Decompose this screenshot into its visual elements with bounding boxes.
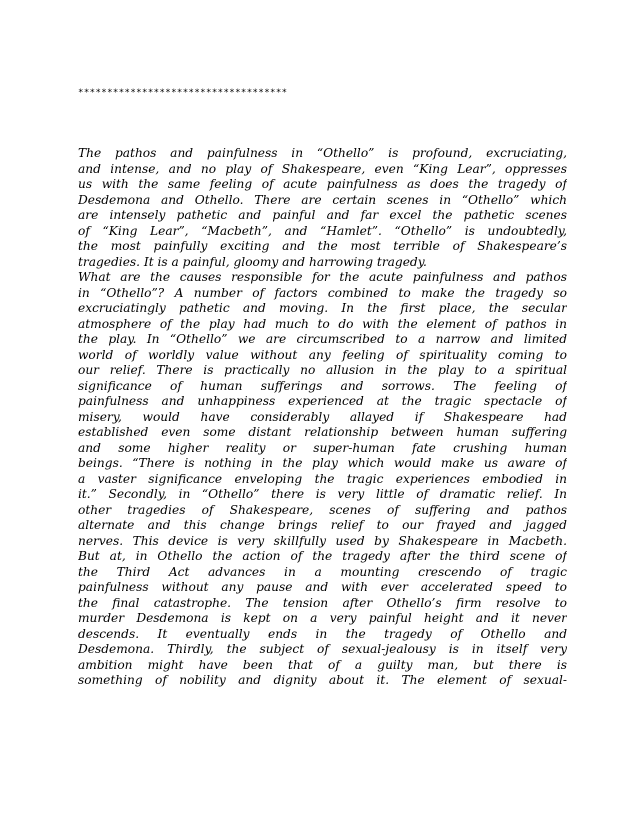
text-line: world of worldly value without any feeling of spirituality coming to (78, 347, 567, 362)
text-line: the most painfully exciting and the most terrible of Shakespeare’s (78, 239, 567, 253)
text-line: are intensely pathetic and painful and far excel the pathetic scenes (78, 208, 567, 222)
text-line: misery, would have considerably allayed if Shakespeare had (78, 409, 567, 424)
text-line: tragedies. It is a painful, gloomy and harrowing tragedy. (78, 254, 427, 269)
text-line: other tragedies of Shakespeare, scenes of suffering and pathos (78, 502, 567, 517)
text-line: it.” Secondly, in “Othello” there is very little of dramatic relief. In (78, 487, 567, 501)
text-line: the Third Act advances in a mounting crescendo of tragic (78, 564, 567, 579)
text-line: Desdemona and Othello. There are certain scenes in “Othello” which (78, 192, 567, 207)
text-line: nerves. This device is very skillfully used by Shakespeare in Macbeth. (78, 533, 567, 548)
text-line: our relief. There is practically no allusion in the play to a spiritual (78, 363, 567, 377)
text-line: in “Othello”? A number of factors combined to make the tragedy so (78, 285, 567, 300)
text-line: something of nobility and dignity about it. The element of sexual- (78, 673, 567, 687)
text-line: painfulness and unhappiness experienced at the tragic spectacle of (78, 394, 567, 408)
text-line: But at, in Othello the action of the tragedy after the third scene of (78, 549, 567, 563)
text-line: us with the same feeling of acute painfulness as does the tragedy of (78, 177, 567, 191)
text-line: descends. It eventually ends in the tragedy of Othello and (78, 626, 567, 641)
text-line: alternate and this change brings relief to our frayed and jagged (78, 518, 567, 532)
text-line: The pathos and painfulness in “Othello” is profound, excruciating, (78, 146, 567, 160)
text-line: of “King Lear”, “Macbeth”, and “Hamlet”. “Othello” is undoubtedly, (78, 223, 567, 238)
separator-asterisks: ************************************ (78, 88, 288, 98)
text-line: and intense, and no play of Shakespeare, even “King Lear”, oppresses (78, 161, 567, 176)
body-text (78, 146, 567, 689)
text-line: excruciatingly pathetic and moving. In the first place, the secular (78, 301, 567, 315)
text-line: Desdemona. Thirdly, the subject of sexual-jealousy is in itself very (78, 642, 567, 656)
text-line: significance of human sufferings and sorrows. The feeling of (78, 378, 567, 393)
text-line: beings. “There is nothing in the play which would make us aware of (78, 456, 567, 470)
text-line: established even some distant relationship between human suffering (78, 425, 567, 439)
text-line: the final catastrophe. The tension after Othello’s firm resolve to (78, 595, 567, 610)
text-line: ambition might have been that of a guilty man, but there is (78, 657, 567, 672)
text-line: the play. In “Othello” we are circumscribed to a narrow and limited (78, 332, 567, 346)
text-line: What are the causes responsible for the acute painfulness and pathos (78, 270, 567, 284)
text-line: and some higher reality or super-human fate crushing human (78, 440, 567, 455)
text-line: painfulness without any pause and with ever accelerated speed to (78, 580, 567, 594)
text-line: a vaster significance enveloping the tragic experiences embodied in (78, 471, 567, 486)
text-line: atmosphere of the play had much to do with the element of pathos in (78, 316, 567, 331)
text-line: murder Desdemona is kept on a very painful height and it never (78, 611, 567, 625)
